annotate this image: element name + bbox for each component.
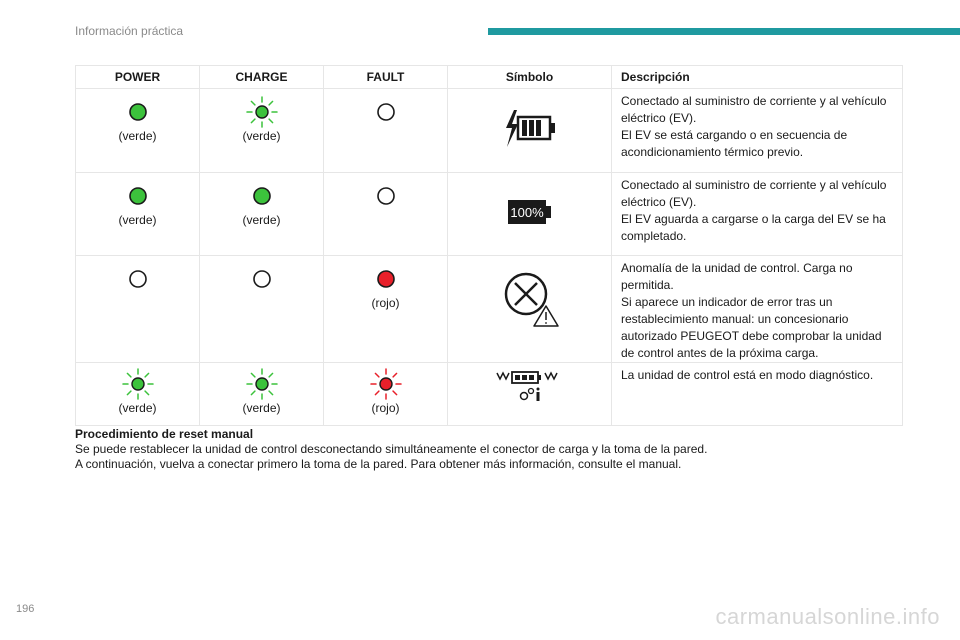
power-cell [76,256,200,363]
led-label: (verde) [242,129,281,143]
description-cell [612,89,903,173]
description-line: El EV se está cargando o en secuencia de [621,128,848,142]
diagnostic-mode-icon [495,370,565,404]
header-accent-bar [488,28,960,35]
description-line: eléctrico (EV). [621,195,697,209]
fault-cell [324,256,448,363]
charging-battery-icon [500,109,560,149]
description-line: autorizado PEUGEOT debe comprobar la unidad [621,329,882,343]
led-green-on-icon [128,186,148,206]
led-off-icon [376,102,396,122]
table-row [76,89,903,173]
led-off-icon [252,269,272,289]
column-header-fault: FAULT [324,66,448,89]
manual-reset-line: A continuación, vuelva a conectar primero la toma de la pared. Para obtener más información, consulte el manual. [75,457,682,471]
power-cell [76,363,200,426]
symbol-cell [448,173,612,256]
symbol-cell [448,363,612,426]
symbol-cell [448,89,612,173]
column-header-symbol: Símbolo [448,66,612,89]
charge-cell [200,256,324,363]
led-green-blinking-icon [245,367,279,401]
description-cell [612,173,903,256]
led-off-icon [128,269,148,289]
fault-warning-icon [500,268,560,330]
description-cell [612,363,903,426]
battery-percent-label: 100% [509,205,544,220]
manual-reset-section [75,427,945,472]
description-cell [612,256,903,363]
led-label: (verde) [242,213,281,227]
section-title: Información práctica [75,24,184,38]
symbol-cell [448,256,612,363]
description-line: acondicionamiento térmico previo. [621,145,804,159]
led-red-blinking-icon [369,367,403,401]
manual-reset-title: Procedimiento de reset manual [75,427,254,441]
led-red-on-icon [376,269,396,289]
charge-cell [200,89,324,173]
table-row [76,173,903,256]
charge-cell [200,173,324,256]
led-green-on-icon [128,102,148,122]
description-line: El EV aguarda a cargarse o la carga del EV se ha [621,212,886,226]
battery-full-icon [507,199,553,225]
description-line: Conectado al suministro de corriente y al vehículo [621,94,887,108]
manual-reset-line: Se puede restablecer la unidad de control desconectando simultáneamente el conector de carga y la toma de la pared. [75,442,708,456]
led-green-blinking-icon [121,367,155,401]
description-line: restablecimiento manual: un concesionario [621,312,849,326]
description-line: La unidad de control está en modo diagnóstico. [621,368,874,382]
led-label: (rojo) [371,296,400,310]
description-line: de control antes de la próxima carga. [621,346,819,360]
led-status-table [75,65,903,426]
power-cell [76,173,200,256]
led-label: (verde) [242,401,281,415]
led-label: (rojo) [371,401,400,415]
led-green-on-icon [252,186,272,206]
led-green-blinking-icon [245,95,279,129]
page-number: 196 [16,603,35,615]
fault-cell [324,363,448,426]
led-label: (verde) [118,213,157,227]
led-label: (verde) [118,401,157,415]
table-header-row [76,66,903,89]
column-header-power: POWER [76,66,200,89]
charge-cell [200,363,324,426]
table-row [76,256,903,363]
power-cell [76,89,200,173]
fault-cell [324,89,448,173]
column-header-description: Descripción [612,66,903,89]
description-line: Si aparece un indicador de error tras un [621,295,833,309]
column-header-charge: CHARGE [200,66,324,89]
watermark: carmanualsonline.info [715,604,940,629]
description-line: eléctrico (EV). [621,111,697,125]
description-line: completado. [621,229,687,243]
description-line: Conectado al suministro de corriente y al vehículo [621,178,887,192]
table-row [76,363,903,426]
led-label: (verde) [118,129,157,143]
fault-cell [324,173,448,256]
led-off-icon [376,186,396,206]
description-line: Anomalía de la unidad de control. Carga no [621,261,853,275]
description-line: permitida. [621,278,674,292]
